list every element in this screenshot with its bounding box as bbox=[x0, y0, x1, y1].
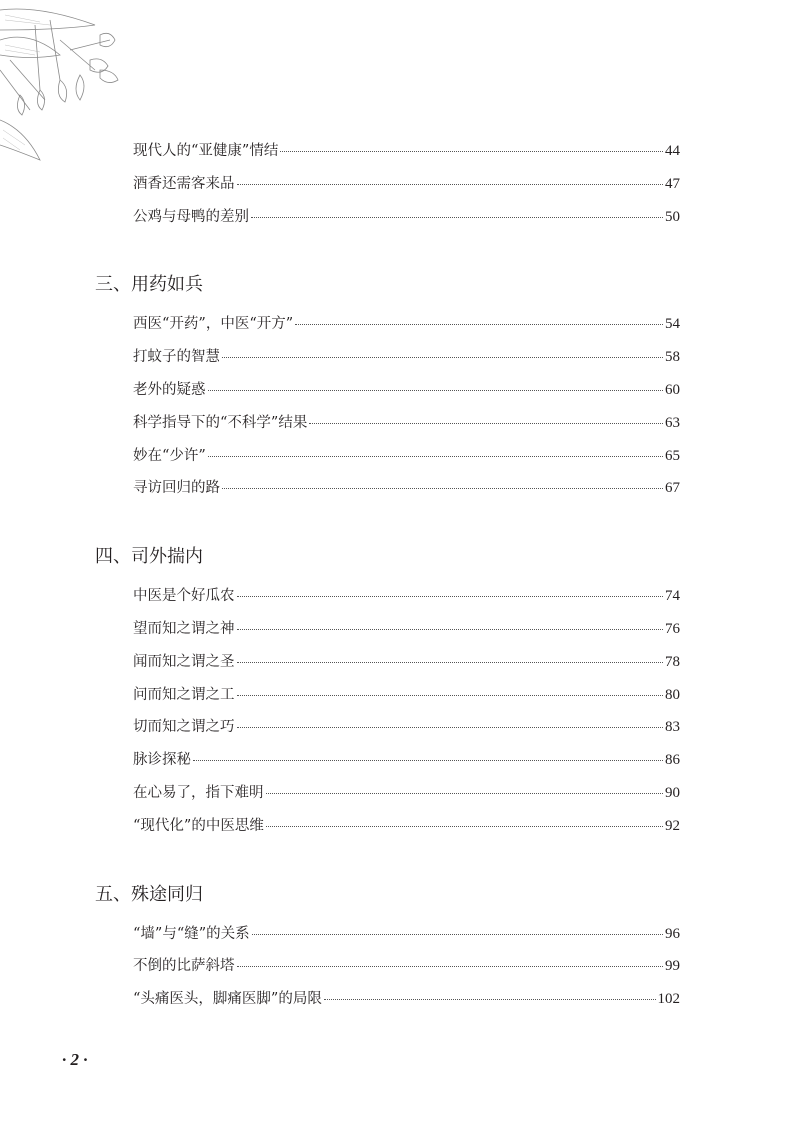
entry-title: 脉诊探秘 bbox=[133, 752, 191, 769]
dot-leader bbox=[237, 629, 664, 630]
section-heading: 四、司外揣内 bbox=[95, 546, 203, 568]
dot-leader bbox=[208, 390, 664, 391]
dot-leader bbox=[193, 760, 663, 761]
dot-leader bbox=[237, 695, 664, 696]
toc-entry[interactable] bbox=[133, 135, 680, 168]
entry-page: 80 bbox=[665, 686, 680, 703]
toc-entry[interactable] bbox=[133, 308, 680, 341]
dot-leader bbox=[222, 488, 663, 489]
section-heading: 五、殊途同归 bbox=[95, 883, 203, 905]
entry-title: “头痛医头，脚痛医脚”的局限 bbox=[133, 991, 322, 1008]
dot-leader bbox=[237, 596, 664, 597]
entry-title: “现代化”的中医思维 bbox=[133, 817, 264, 834]
entry-page: 99 bbox=[665, 958, 680, 975]
dot-leader bbox=[251, 217, 663, 218]
dot-leader bbox=[208, 456, 663, 457]
entry-page: 60 bbox=[665, 381, 680, 398]
entry-page: 50 bbox=[665, 208, 680, 225]
toc-entry[interactable] bbox=[133, 472, 680, 505]
toc-entry[interactable] bbox=[133, 341, 680, 374]
entry-title: 寻访回归的路 bbox=[133, 480, 220, 497]
entry-title: 酒香还需客来品 bbox=[133, 175, 235, 192]
dot-leader bbox=[252, 934, 663, 935]
entry-page: 58 bbox=[665, 349, 680, 366]
toc-entry[interactable] bbox=[133, 983, 680, 1016]
entry-title: 西医“开药”，中医“开方” bbox=[133, 316, 294, 333]
toc-entry[interactable] bbox=[133, 440, 680, 473]
entry-title: 现代人的“亚健康”情结 bbox=[133, 143, 279, 159]
entry-page: 92 bbox=[665, 817, 680, 834]
dot-leader bbox=[237, 184, 664, 185]
entry-title: 公鸡与母鸭的差别 bbox=[133, 208, 249, 225]
entry-title: 老外的疑惑 bbox=[133, 381, 206, 398]
entry-page: 44 bbox=[665, 143, 680, 159]
toc-entry[interactable] bbox=[133, 679, 680, 712]
entry-page: 65 bbox=[665, 447, 680, 464]
entry-title: 科学指导下的“不科学”结果 bbox=[133, 414, 308, 431]
entry-title: 中医是个好瓜农 bbox=[133, 588, 235, 605]
entry-page: 76 bbox=[665, 620, 680, 637]
entry-title: 打蚊子的智慧 bbox=[133, 349, 220, 366]
entry-title: 在心易了，指下难明 bbox=[133, 784, 264, 801]
dot-leader bbox=[324, 999, 656, 1000]
entry-page: 86 bbox=[665, 752, 680, 769]
toc-entry[interactable] bbox=[133, 810, 680, 843]
entry-title: 切而知之谓之巧 bbox=[133, 719, 235, 736]
entry-page: 83 bbox=[665, 719, 680, 736]
toc-entry[interactable] bbox=[133, 407, 680, 440]
entry-title: 闻而知之谓之圣 bbox=[133, 653, 235, 670]
toc-entry[interactable] bbox=[133, 374, 680, 407]
entry-title: 不倒的比萨斜塔 bbox=[133, 958, 235, 975]
entry-title: “墙”与“缝”的关系 bbox=[133, 925, 250, 942]
toc-entry[interactable] bbox=[133, 201, 680, 234]
toc-entry[interactable] bbox=[133, 950, 680, 983]
dot-leader bbox=[309, 423, 663, 424]
entry-page: 47 bbox=[665, 175, 680, 192]
dot-leader bbox=[237, 966, 664, 967]
entry-page: 96 bbox=[665, 925, 680, 942]
dot-leader bbox=[266, 793, 664, 794]
toc-entry[interactable] bbox=[133, 646, 680, 679]
entry-page: 54 bbox=[665, 316, 680, 333]
dot-leader bbox=[237, 727, 664, 728]
dot-leader bbox=[266, 826, 663, 827]
toc-entry[interactable] bbox=[133, 711, 680, 744]
dot-leader bbox=[222, 357, 663, 358]
toc-entry[interactable] bbox=[133, 613, 680, 646]
entry-page: 90 bbox=[665, 784, 680, 801]
toc-entry[interactable] bbox=[133, 777, 680, 810]
toc-entry[interactable] bbox=[133, 918, 680, 951]
page-number: · 2 · bbox=[62, 1050, 88, 1069]
toc-entry[interactable] bbox=[133, 580, 680, 613]
section-heading: 三、用药如兵 bbox=[95, 274, 203, 296]
entry-page: 102 bbox=[657, 991, 680, 1008]
toc-entry[interactable] bbox=[133, 168, 680, 201]
dot-leader bbox=[280, 151, 663, 152]
entry-title: 妙在“少许” bbox=[133, 447, 206, 464]
entry-title: 问而知之谓之工 bbox=[133, 686, 235, 703]
entry-page: 63 bbox=[665, 414, 680, 431]
entry-page: 74 bbox=[665, 588, 680, 605]
toc-entry[interactable] bbox=[133, 744, 680, 777]
table-of-contents bbox=[95, 135, 680, 1016]
entry-title: 望而知之谓之神 bbox=[133, 620, 235, 637]
entry-page: 67 bbox=[665, 480, 680, 497]
entry-page: 78 bbox=[665, 653, 680, 670]
dot-leader bbox=[237, 662, 664, 663]
dot-leader bbox=[295, 324, 663, 325]
